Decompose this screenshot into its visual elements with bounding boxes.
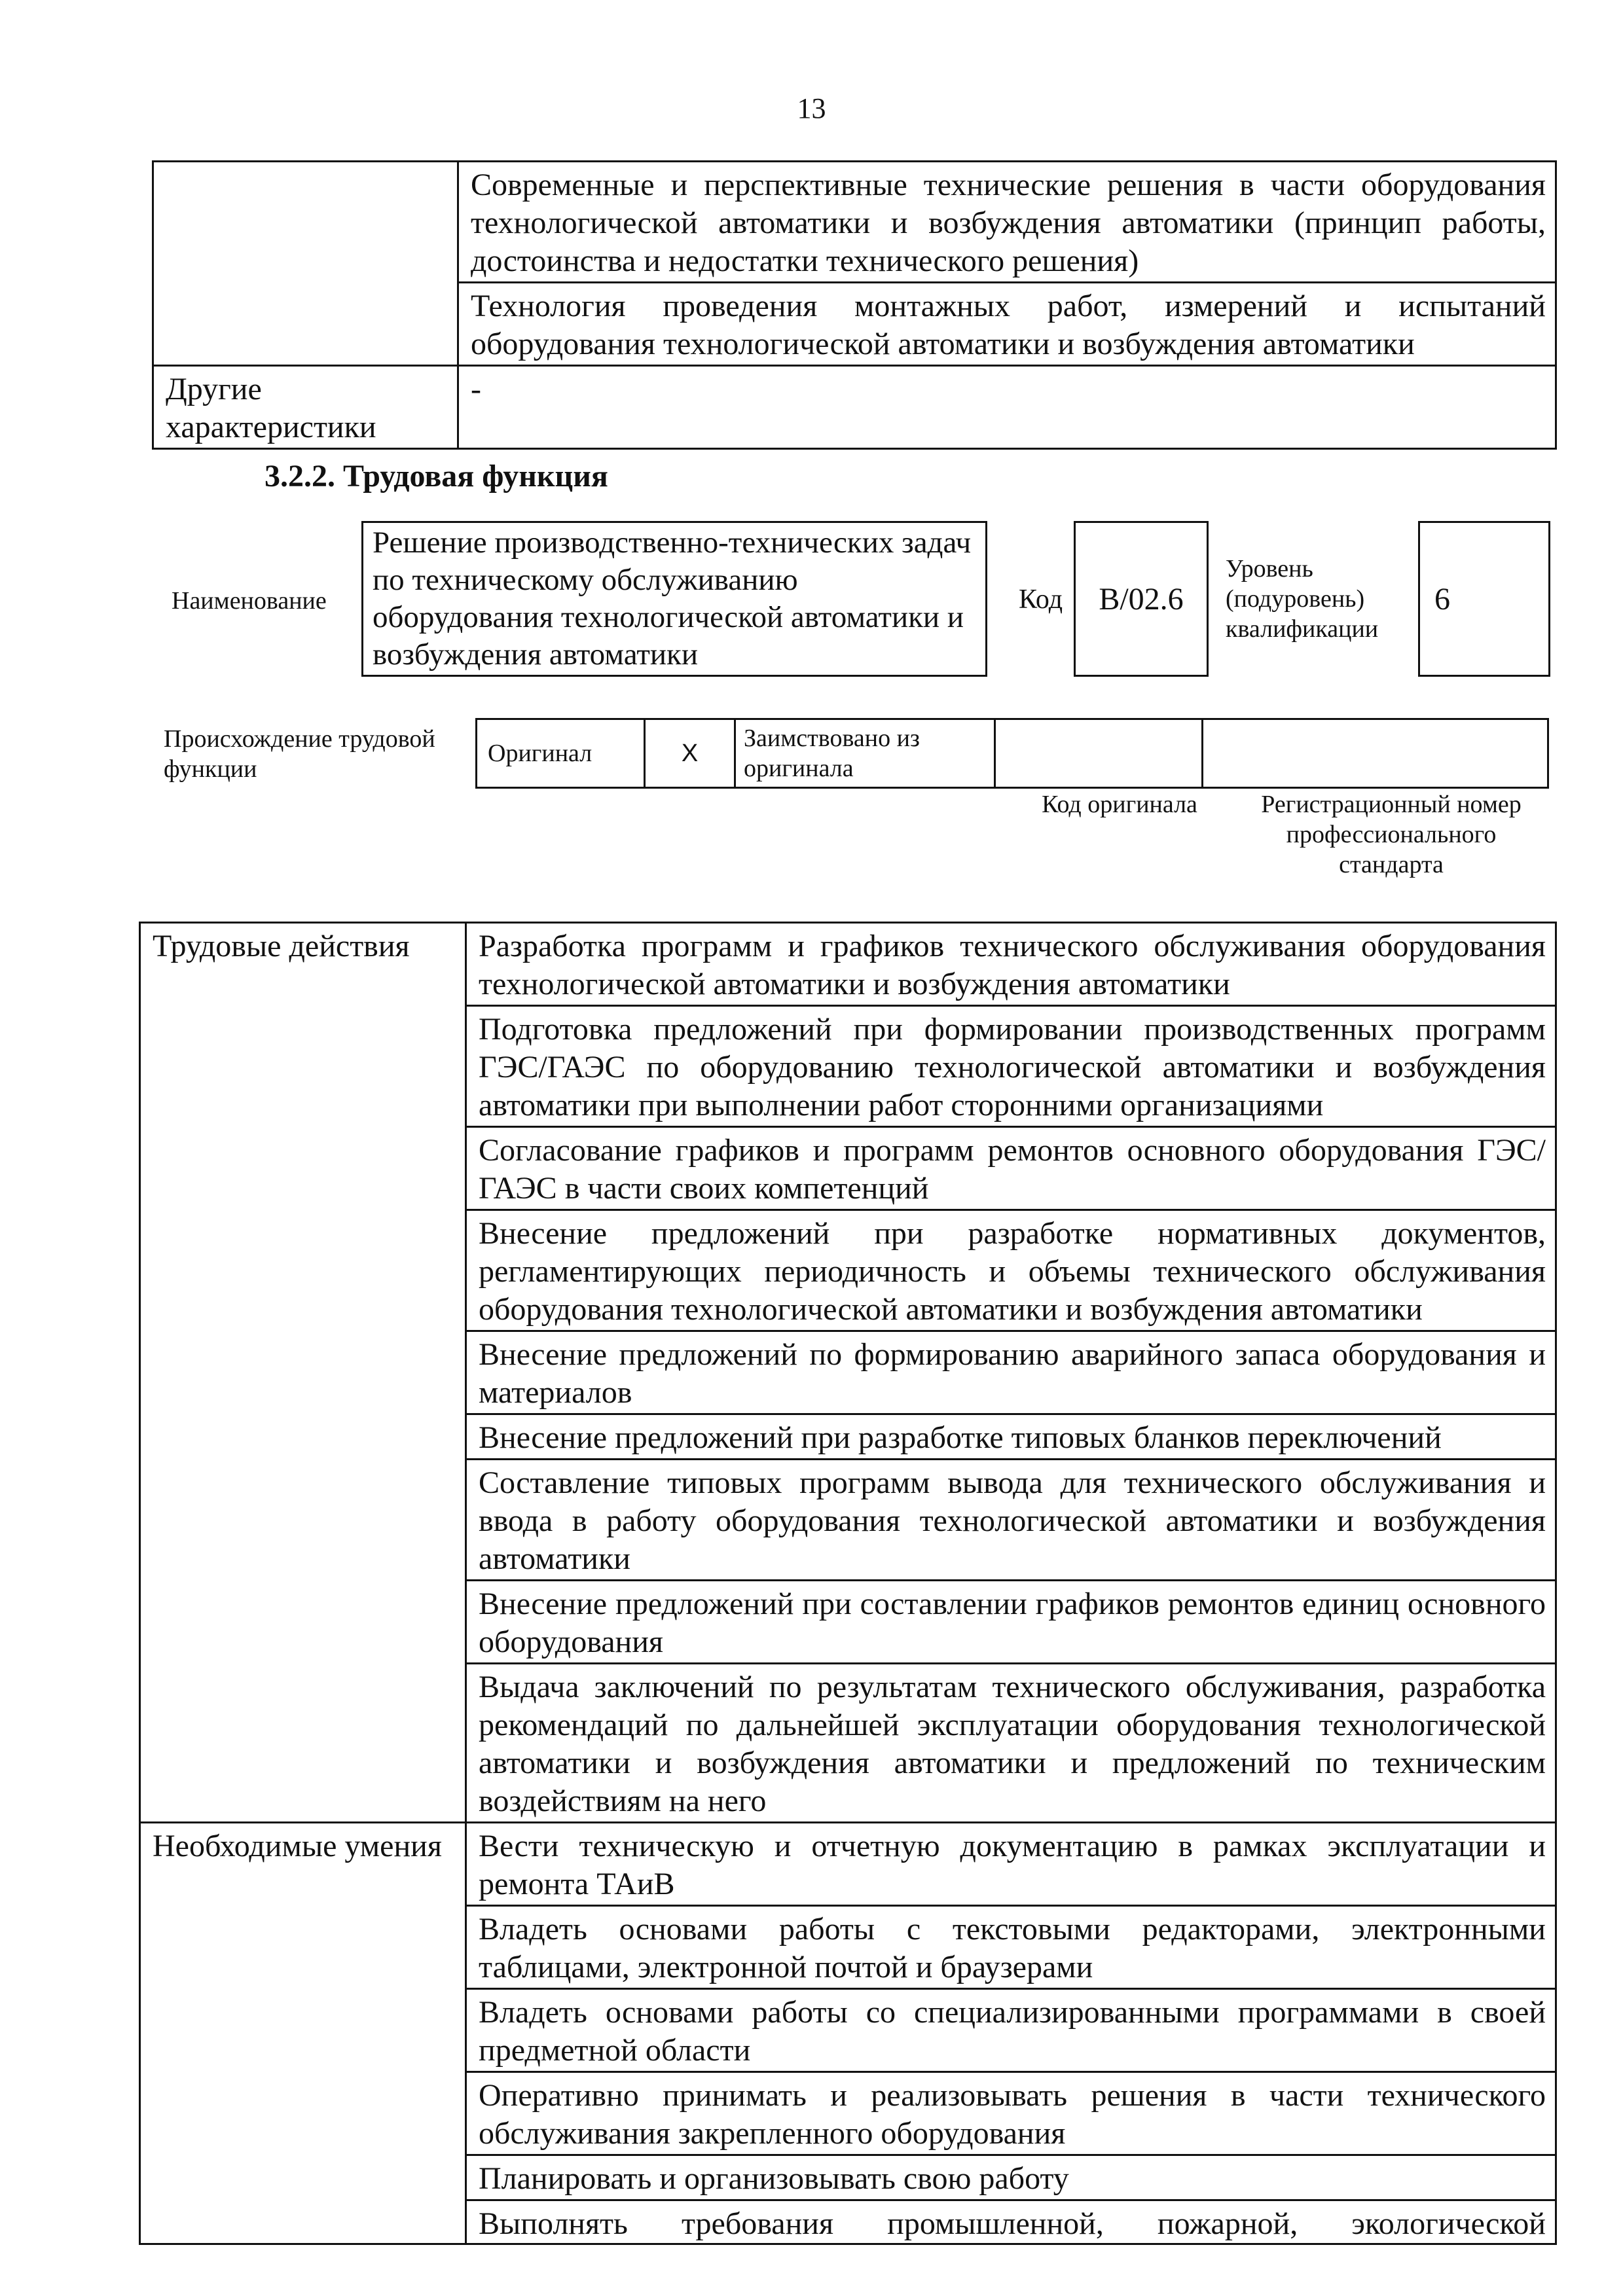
labor-action-item: Внесение предложений при разработке нормативных документов, регламентирующих периодичность и объемы технического обслуживания оборудования технологической автоматики и возбуждения автоматики [466, 1210, 1556, 1331]
top-row-text: Современные и перспективные технические решения в части оборудования технологической автоматики и возбуждения автоматики (принцип работы, достоинства и недостатки технического решения) [458, 162, 1556, 283]
origin-row [475, 718, 1549, 789]
labor-actions-label: Трудовые действия [140, 923, 466, 1823]
code-label: Код [1019, 584, 1063, 615]
borrowed-label: Заимствовано из оригинала [736, 720, 996, 787]
skill-item: Вести техническую и отчетную документацию в рамках эксплуатации и ремонта ТАиВ [466, 1823, 1556, 1906]
registration-caption: Регистрационный номер профессионального стандарта [1261, 791, 1522, 878]
labor-action-item: Внесение предложений при разработке типовых бланков переключений [466, 1414, 1556, 1460]
skill-item: Оперативно принимать и реализовывать решения в части технического обслуживания закрепленного оборудования [466, 2072, 1556, 2155]
origin-label: Происхождение трудовой функции [164, 725, 435, 783]
labor-action-item: Подготовка предложений при формировании производственных программ ГЭС/ГАЭС по оборудованию технологической автоматики и возбуждения автоматики при выполнении работ сторонними организациями [466, 1006, 1556, 1127]
other-characteristics-value: - [458, 366, 1556, 449]
section-title: 3.2.2. Трудовая функция [264, 459, 608, 493]
table-row [153, 162, 1556, 283]
name-label: Наименование [172, 587, 327, 615]
function-name-box: Решение производственно-технических задач по техническому обслуживанию оборудования технологической автоматики и возбуждения автоматики [361, 521, 987, 677]
labor-action-item: Выдача заключений по результатам технического обслуживания, разработка рекомендаций по дальнейшей эксплуатации оборудования технологической автоматики и возбуждения автоматики и предложений по техническим воздействиям на него [466, 1664, 1556, 1823]
skill-item: Владеть основами работы со специализированными программами в своей предметной области [466, 1989, 1556, 2072]
level-label: Уровень (подуровень) квалификации [1226, 555, 1379, 643]
code-caption: Код оригинала [1042, 791, 1197, 818]
top-table [152, 160, 1557, 450]
registration-number-cell [1203, 720, 1547, 787]
page-number: 13 [797, 92, 826, 124]
function-code-box: B/02.6 [1074, 521, 1209, 677]
other-characteristics-label: Другие характеристики [153, 366, 458, 449]
top-row-label [153, 162, 458, 366]
original-mark: X [646, 720, 736, 787]
labor-action-item: Внесение предложений по формированию аварийного запаса оборудования и материалов [466, 1331, 1556, 1414]
table-row [140, 923, 1556, 1006]
labor-action-item: Составление типовых программ вывода для технического обслуживания и ввода в работу оборудования технологической автоматики и возбуждения автоматики [466, 1460, 1556, 1581]
labor-action-item: Согласование графиков и программ ремонтов основного оборудования ГЭС/ГАЭС в части своих компетенций [466, 1127, 1556, 1210]
skill-item: Выполнять требования промышленной, пожарной, экологической [466, 2200, 1556, 2244]
required-skills-label: Необходимые умения [140, 1823, 466, 2244]
original-code-cell [996, 720, 1203, 787]
skill-item: Владеть основами работы с текстовыми редакторами, электронными таблицами, электронной почтой и браузерами [466, 1906, 1556, 1989]
main-table [139, 922, 1557, 2245]
skill-item: Планировать и организовывать свою работу [466, 2155, 1556, 2200]
qualification-level-box: 6 [1418, 521, 1550, 677]
top-row-text: Технология проведения монтажных работ, измерений и испытаний оборудования технологической автоматики и возбуждения автоматики [458, 283, 1556, 366]
labor-action-item: Внесение предложений при составлении графиков ремонтов единиц основного оборудования [466, 1581, 1556, 1664]
labor-action-item: Разработка программ и графиков технического обслуживания оборудования технологической автоматики и возбуждения автоматики [466, 923, 1556, 1006]
table-row [153, 366, 1556, 449]
original-label: Оригинал [477, 720, 646, 787]
table-row [140, 1823, 1556, 1906]
